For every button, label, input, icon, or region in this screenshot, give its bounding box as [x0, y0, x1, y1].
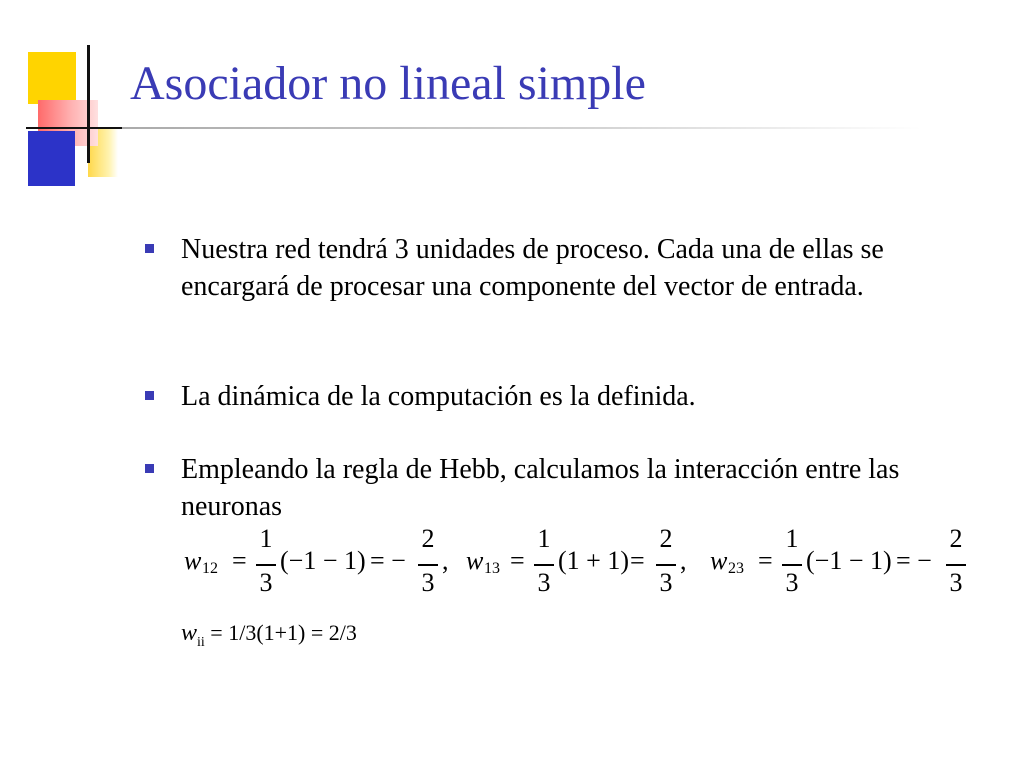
equation-term: (−1 − 1) — [806, 546, 892, 575]
bullet-text: Nuestra red tendrá 3 unidades de proceso. Cada una de ellas se encargará de procesar una componente del vector de entrada. — [181, 234, 884, 302]
equation-variable: w — [181, 620, 198, 646]
equals-sign: = − — [896, 546, 932, 575]
equals-sign: = − — [370, 546, 406, 575]
equation-subscript: 23 — [728, 560, 744, 577]
fraction-numerator: 2 — [659, 524, 673, 553]
equation-variable: w — [710, 546, 728, 575]
vertical-rule — [87, 45, 90, 163]
equation-separator: , — [442, 546, 449, 575]
fraction-bar — [534, 564, 554, 566]
equation-subscript: 12 — [202, 560, 218, 577]
fraction — [656, 524, 676, 604]
fraction-numerator: 1 — [537, 524, 551, 553]
fraction — [946, 524, 966, 604]
fraction-numerator: 1 — [785, 524, 799, 553]
equation-separator: , — [680, 546, 687, 575]
fraction — [256, 524, 276, 604]
equation-w13 — [466, 524, 706, 604]
fraction — [534, 524, 554, 604]
equation-subscript: ii — [197, 635, 205, 650]
equation-variable: w — [466, 546, 484, 575]
logo-decoration — [0, 0, 130, 190]
equation-wii — [181, 620, 357, 650]
fraction-bar — [418, 564, 438, 566]
bullet-square-icon — [145, 391, 154, 400]
bullet-square-icon — [145, 244, 154, 253]
fraction-numerator: 1 — [259, 524, 273, 553]
title-underline — [122, 127, 922, 129]
fraction-bar — [946, 564, 966, 566]
bullet-text: La dinámica de la computación es la definida. — [181, 381, 696, 412]
equation-term: = 1/3(1+1) = 2/3 — [204, 620, 357, 645]
fraction-bar — [656, 564, 676, 566]
fraction-numerator: 2 — [421, 524, 435, 553]
equals-sign: = — [510, 546, 525, 575]
fraction — [418, 524, 438, 604]
equation-w12 — [184, 524, 474, 604]
fraction-denominator: 3 — [259, 568, 273, 597]
yellow-square — [28, 52, 76, 104]
fraction-denominator: 3 — [949, 568, 963, 597]
fraction-denominator: 3 — [659, 568, 673, 597]
fraction-bar — [782, 564, 802, 566]
equation-w23 — [710, 524, 978, 604]
equation-variable: w — [184, 546, 202, 575]
equation-subscript: 13 — [484, 560, 500, 577]
blue-square — [28, 131, 75, 186]
equals-sign: = — [758, 546, 773, 575]
equals-sign: = — [232, 546, 247, 575]
equation-term: (1 + 1) — [558, 546, 629, 575]
slide-title: Asociador no lineal simple — [130, 57, 646, 110]
fraction-denominator: 3 — [421, 568, 435, 597]
bullet-square-icon — [145, 464, 154, 473]
equation-term: (−1 − 1) — [280, 546, 366, 575]
fraction-denominator: 3 — [785, 568, 799, 597]
bullet-text: Empleando la regla de Hebb, calculamos la interacción entre las neuronas — [181, 454, 900, 522]
fraction-bar — [256, 564, 276, 566]
equals-sign: = — [630, 546, 645, 575]
fraction — [782, 524, 802, 604]
horizontal-rule — [26, 127, 122, 129]
fraction-numerator: 2 — [949, 524, 963, 553]
fraction-denominator: 3 — [537, 568, 551, 597]
hebb-equations — [0, 524, 1024, 604]
